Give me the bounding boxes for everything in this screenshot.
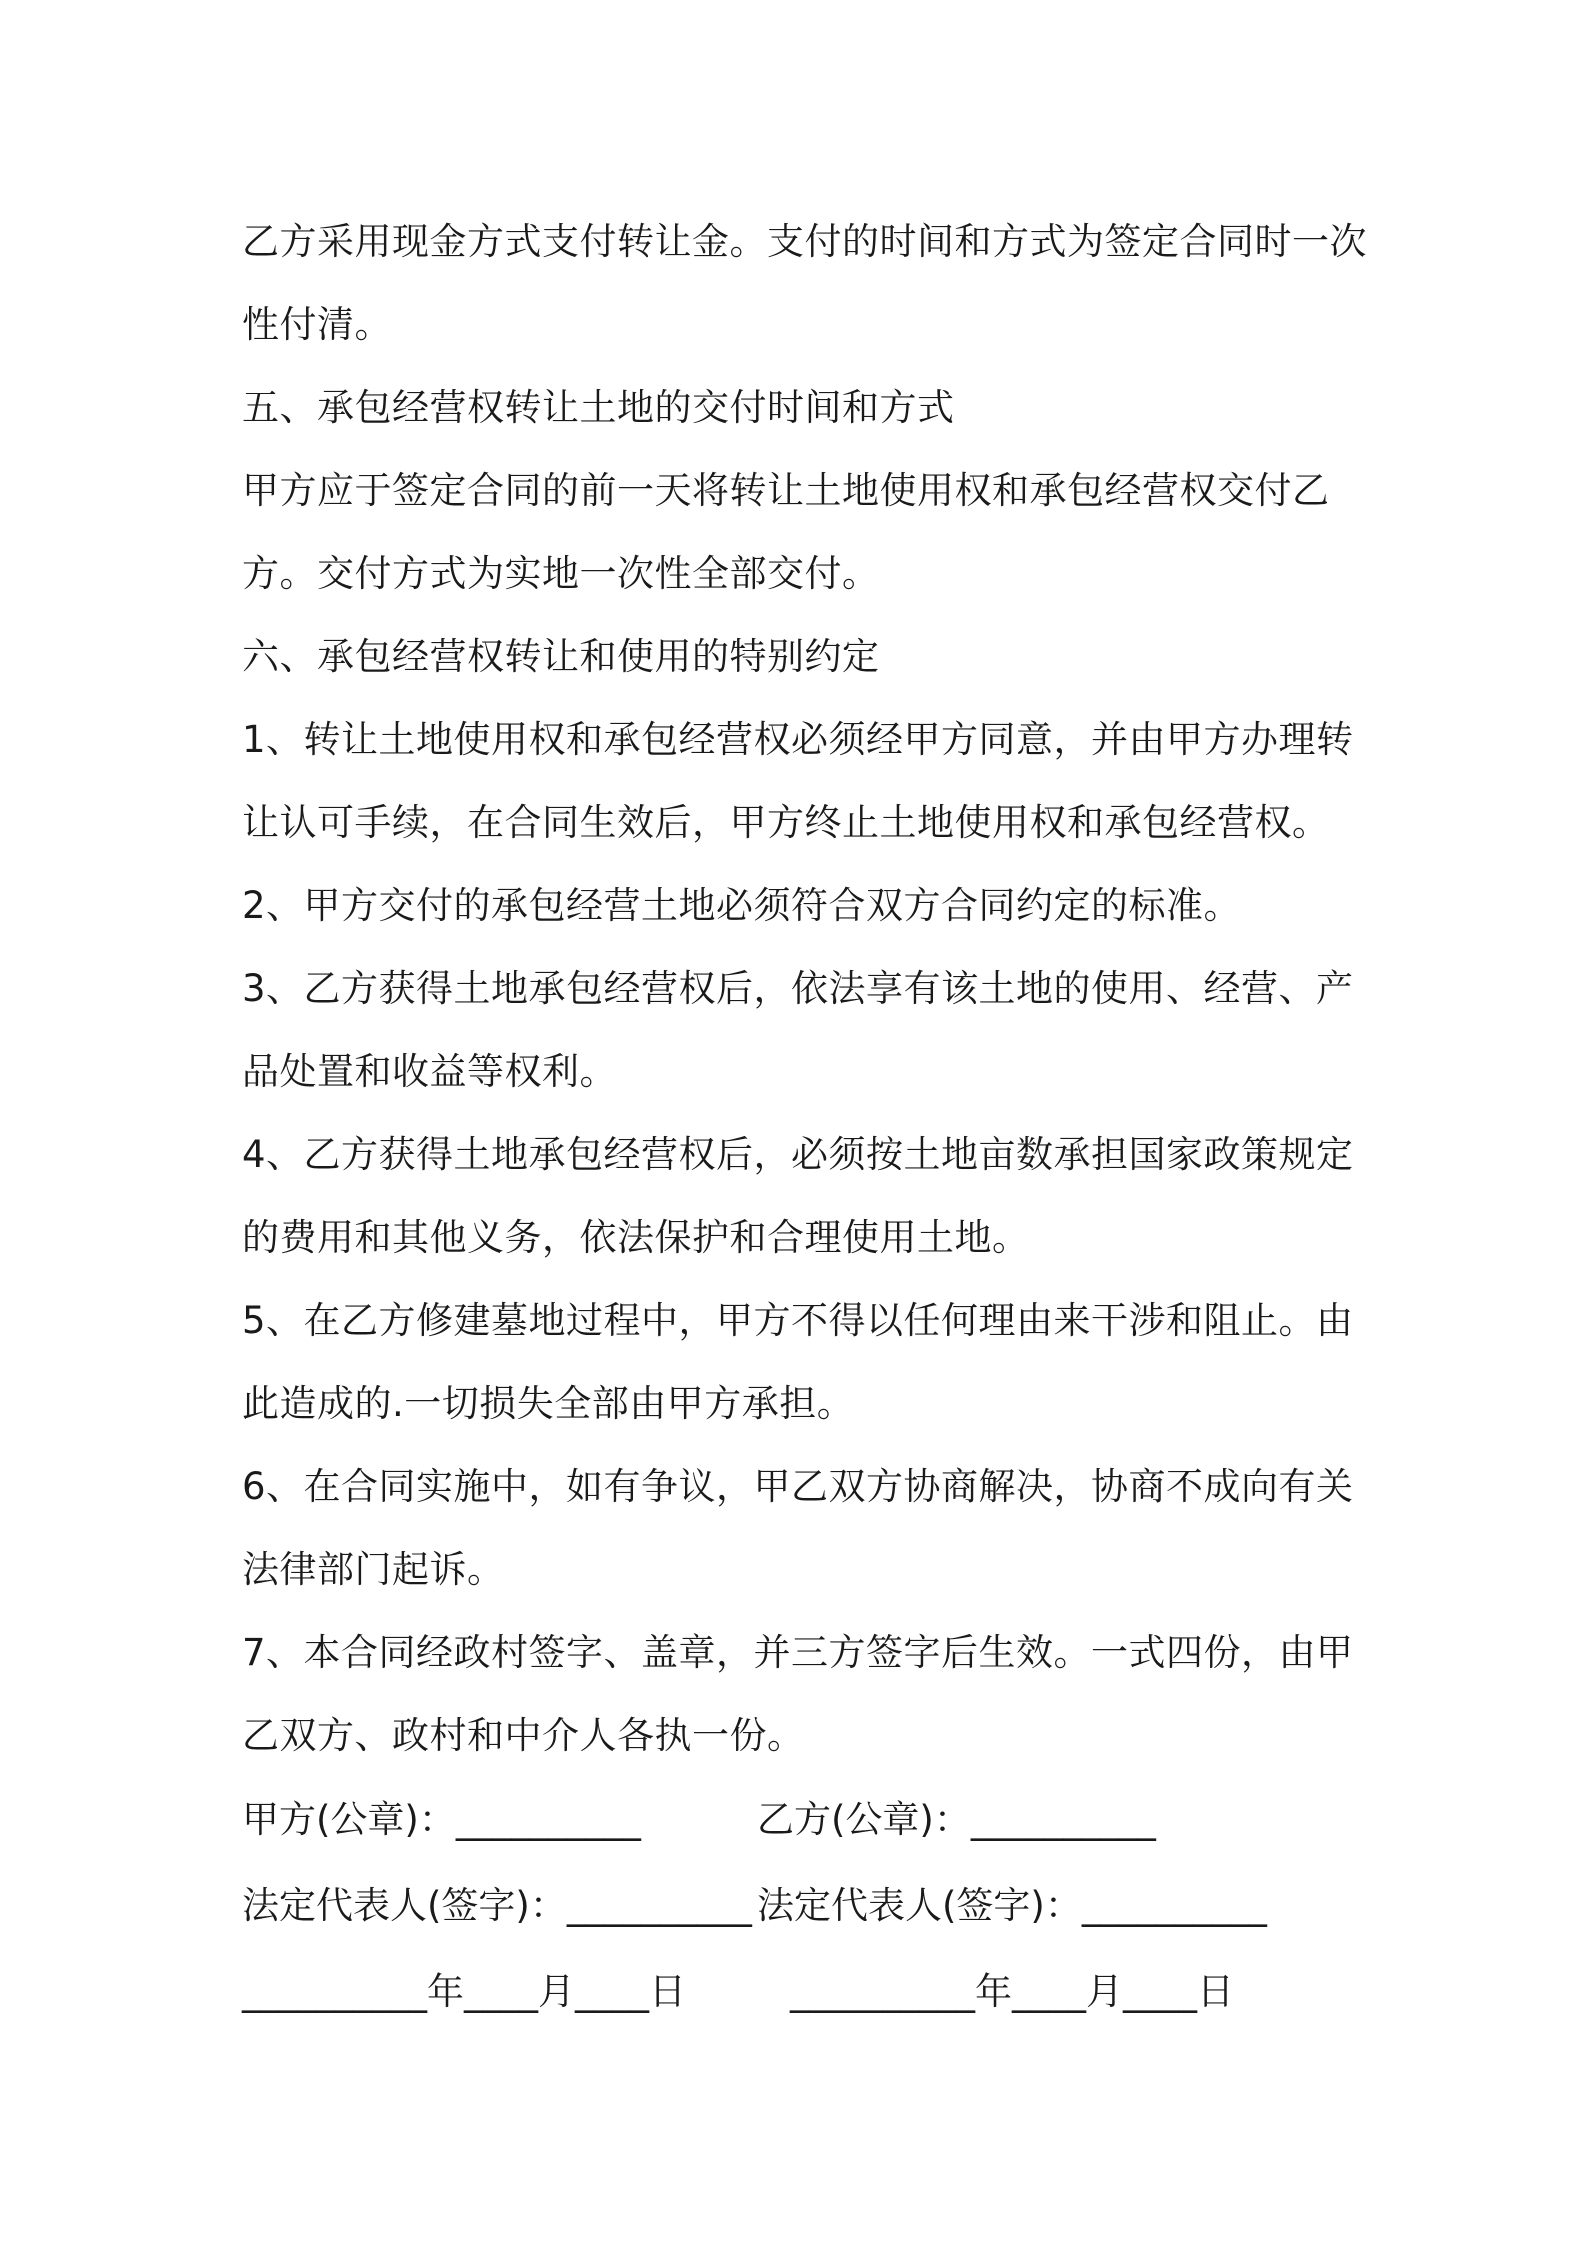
text-line: 品处置和收益等权利。 <box>242 1050 617 1093</box>
party-b-rep-field: 法定代表人(签字)：__________ <box>757 1884 1267 1927</box>
text-line: 六、承包经营权转让和使用的特别约定 <box>242 635 880 678</box>
text-line: 5、在乙方修建墓地过程中，甲方不得以任何理由来干涉和阻止。由 <box>242 1299 1354 1342</box>
clause-4 <box>242 1113 1362 1279</box>
signature-rep-row <box>242 1863 1362 1949</box>
text-line: 7、本合同经政村签字、盖章，并三方签字后生效。一式四份，由甲 <box>242 1631 1354 1674</box>
text-line: 4、乙方获得土地承包经营权后，必须按土地亩数承担国家政策规定 <box>242 1133 1354 1176</box>
party-a-seal-field: 甲方(公章)：__________ <box>242 1798 641 1841</box>
text-line: 甲方应于签定合同的前一天将转让土地使用权和承包经营权交付乙 <box>242 469 1330 512</box>
text-line: 方。交付方式为实地一次性全部交付。 <box>242 552 880 595</box>
text-line: 让认可手续，在合同生效后，甲方终止土地使用权和承包经营权。 <box>242 801 1330 844</box>
text-line: 此造成的.一切损失全部由甲方承担。 <box>242 1382 855 1425</box>
party-a-date-field: __________年____月____日 <box>242 1970 686 2013</box>
text-line: 的费用和其他义务，依法保护和合理使用土地。 <box>242 1216 1030 1259</box>
signature-seal-row <box>242 1777 1362 1863</box>
text-line: 五、承包经营权转让土地的交付时间和方式 <box>242 386 955 429</box>
text-line: 6、在合同实施中，如有争议，甲乙双方协商解决，协商不成向有关 <box>242 1465 1354 1508</box>
party-a-rep-field: 法定代表人(签字)：__________ <box>242 1884 752 1927</box>
signature-date-row <box>242 1949 1362 2035</box>
clause-1 <box>242 698 1362 864</box>
document-page <box>242 200 1367 2035</box>
clause-7 <box>242 1611 1362 1777</box>
text-line: 2、甲方交付的承包经营土地必须符合双方合同约定的标准。 <box>242 884 1242 927</box>
text-line: 法律部门起诉。 <box>242 1548 505 1591</box>
clause-3 <box>242 947 1362 1113</box>
party-b-seal-field: 乙方(公章)：__________ <box>757 1798 1156 1841</box>
section-heading-5 <box>242 366 1362 449</box>
paragraph-payment <box>242 200 1367 366</box>
text-line: 3、乙方获得土地承包经营权后，依法享有该土地的使用、经营、产 <box>242 967 1354 1010</box>
text-line: 乙双方、政村和中介人各执一份。 <box>242 1714 805 1757</box>
text-line: 1、转让土地使用权和承包经营权必须经甲方同意，并由甲方办理转 <box>242 718 1354 761</box>
section-heading-6 <box>242 615 1362 698</box>
clause-2 <box>242 864 1362 947</box>
clause-6 <box>242 1445 1362 1611</box>
clause-5 <box>242 1279 1362 1445</box>
paragraph-delivery <box>242 449 1362 615</box>
party-b-date-field: __________年____月____日 <box>790 1970 1234 2013</box>
text-line: 性付清。 <box>242 303 392 346</box>
text-line: 乙方采用现金方式支付转让金。支付的时间和方式为签定合同时一次 <box>242 220 1367 263</box>
